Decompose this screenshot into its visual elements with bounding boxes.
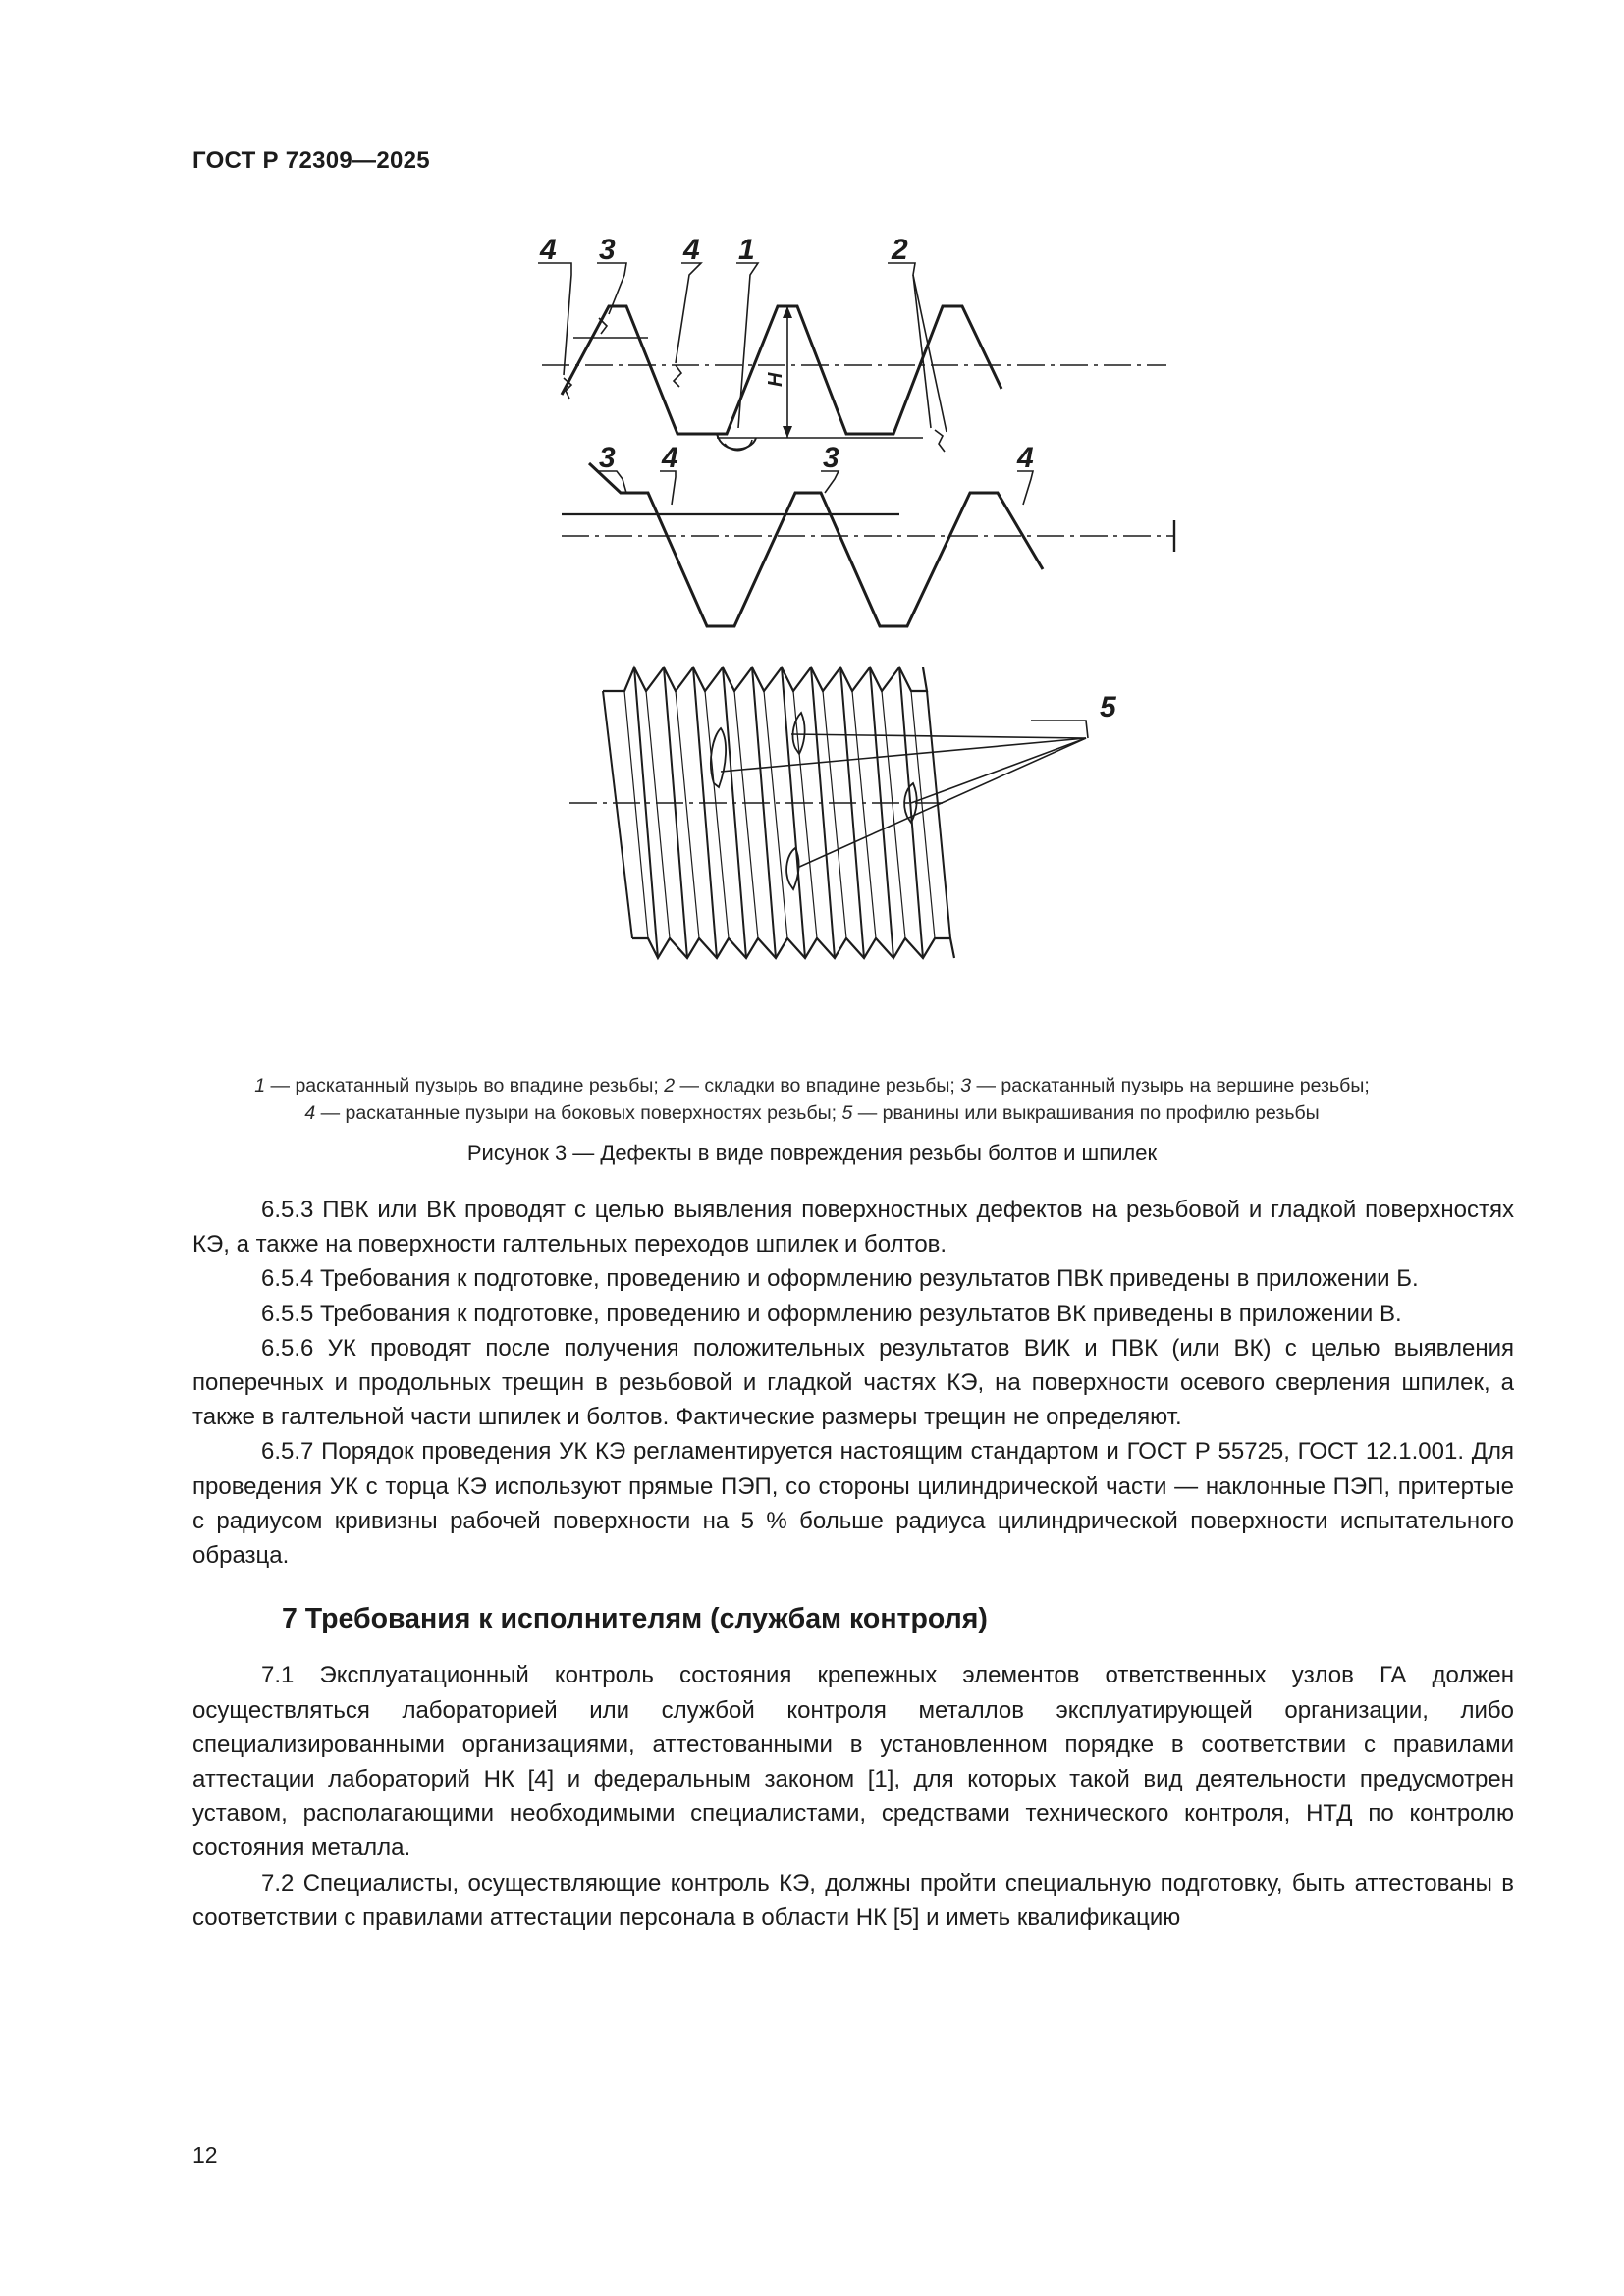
callout-3-mid: 3: [823, 442, 839, 474]
callout-4-mid-left: 4: [662, 442, 678, 474]
figure-title: Рисунок 3 — Дефекты в виде повреждения резьбы болтов и шпилек: [466, 1141, 1158, 1165]
callout-5: 5: [1100, 691, 1116, 723]
legend-line-1: 1 — раскатанный пузырь во впадине резьбы; 2 — складки во впадине резьбы; 3 — раскатанный пузырь на вершине резьбы;: [254, 1075, 1370, 1096]
document-header: ГОСТ Р 72309—2025: [192, 147, 430, 174]
callout-4-mid-right: 4: [1017, 442, 1034, 474]
height-label: H: [765, 372, 786, 387]
paragraph-7-1: 7.1 Эксплуатационный контроль состояния крепежных элементов ответственных узлов ГА должен осуществляться лабораторией или службой контроля металлов эксплуатирующей организации, либо специализированными организациями, аттестованными в установленном порядке в соответствии с правилами аттестации лабораторий НК [4] и федеральным законом [1], для которых такой вид деятельности предусмотрен уставом, располагающими необходимыми специалистами, средствами технического контроля, НТД по контролю состояния металла.: [192, 1662, 1514, 1862]
body-text: [192, 1193, 1514, 1935]
thread-profile-top: [542, 306, 1166, 452]
leader-lines: [538, 263, 1088, 868]
callout-4-top: 4: [683, 234, 700, 266]
thread-profile-middle: [562, 463, 1174, 626]
paragraph-6-5-4: 6.5.4 Требования к подготовке, проведению и оформлению результатов ПВК приведены в приложении Б.: [261, 1265, 1419, 1293]
paragraph-7-2: 7.2 Специалисты, осуществляющие контроль КЭ, должны пройти специальную подготовку, быть аттестованы в соответствии с правилами аттестации персонала в области НК [5] и иметь квалификацию: [192, 1869, 1514, 1931]
legend-line-2: 4 — раскатанные пузыри на боковых поверхностях резьбы; 5 — рванины или выкрашивания по профилю резьбы: [304, 1102, 1320, 1124]
callout-1: 1: [738, 234, 755, 266]
thread-defects-figure: [511, 216, 1218, 1060]
paragraph-6-5-5: 6.5.5 Требования к подготовке, проведению и оформлению результатов ВК приведены в приложении В.: [261, 1300, 1402, 1327]
paragraph-6-5-6: 6.5.6 УК проводят после получения положительных результатов ВИК и ПВК (или ВК) с целью выявления поперечных и продольных трещин в резьбовой и гладкой частях КЭ, на поверхности осевого сверления шпилек, а также в галтельной части шпилек и болтов. Фактические размеры трещин не определяют.: [192, 1334, 1514, 1431]
callout-4-top-left: 4: [540, 234, 557, 266]
paragraph-6-5-7: 6.5.7 Порядок проведения УК КЭ регламентируется настоящим стандартом и ГОСТ Р 55725, ГОСТ 12.1.001. Для проведения УК с торца КЭ используют прямые ПЭП, со стороны цилиндрической части — наклонные ПЭП, притертые с радиусом кривизны рабочей поверхности на 5 % больше радиуса цилиндрической поверхности испытательного образца.: [192, 1438, 1514, 1570]
callout-2: 2: [892, 234, 908, 266]
page-number: 12: [192, 2142, 218, 2167]
thread-side-view: [569, 667, 954, 958]
section-7-heading: 7 Требования к исполнителям (службам контроля): [282, 1603, 988, 1635]
callout-3-mid-left: 3: [599, 442, 616, 474]
paragraph-6-5-3: 6.5.3 ПВК или ВК проводят с целью выявления поверхностных дефектов на резьбовой и гладкой поверхностях КЭ, а также на поверхности галтельных переходов шпилек и болтов.: [192, 1197, 1514, 1258]
figure-legend: [147, 1072, 1477, 1127]
callout-3-top: 3: [599, 234, 616, 266]
